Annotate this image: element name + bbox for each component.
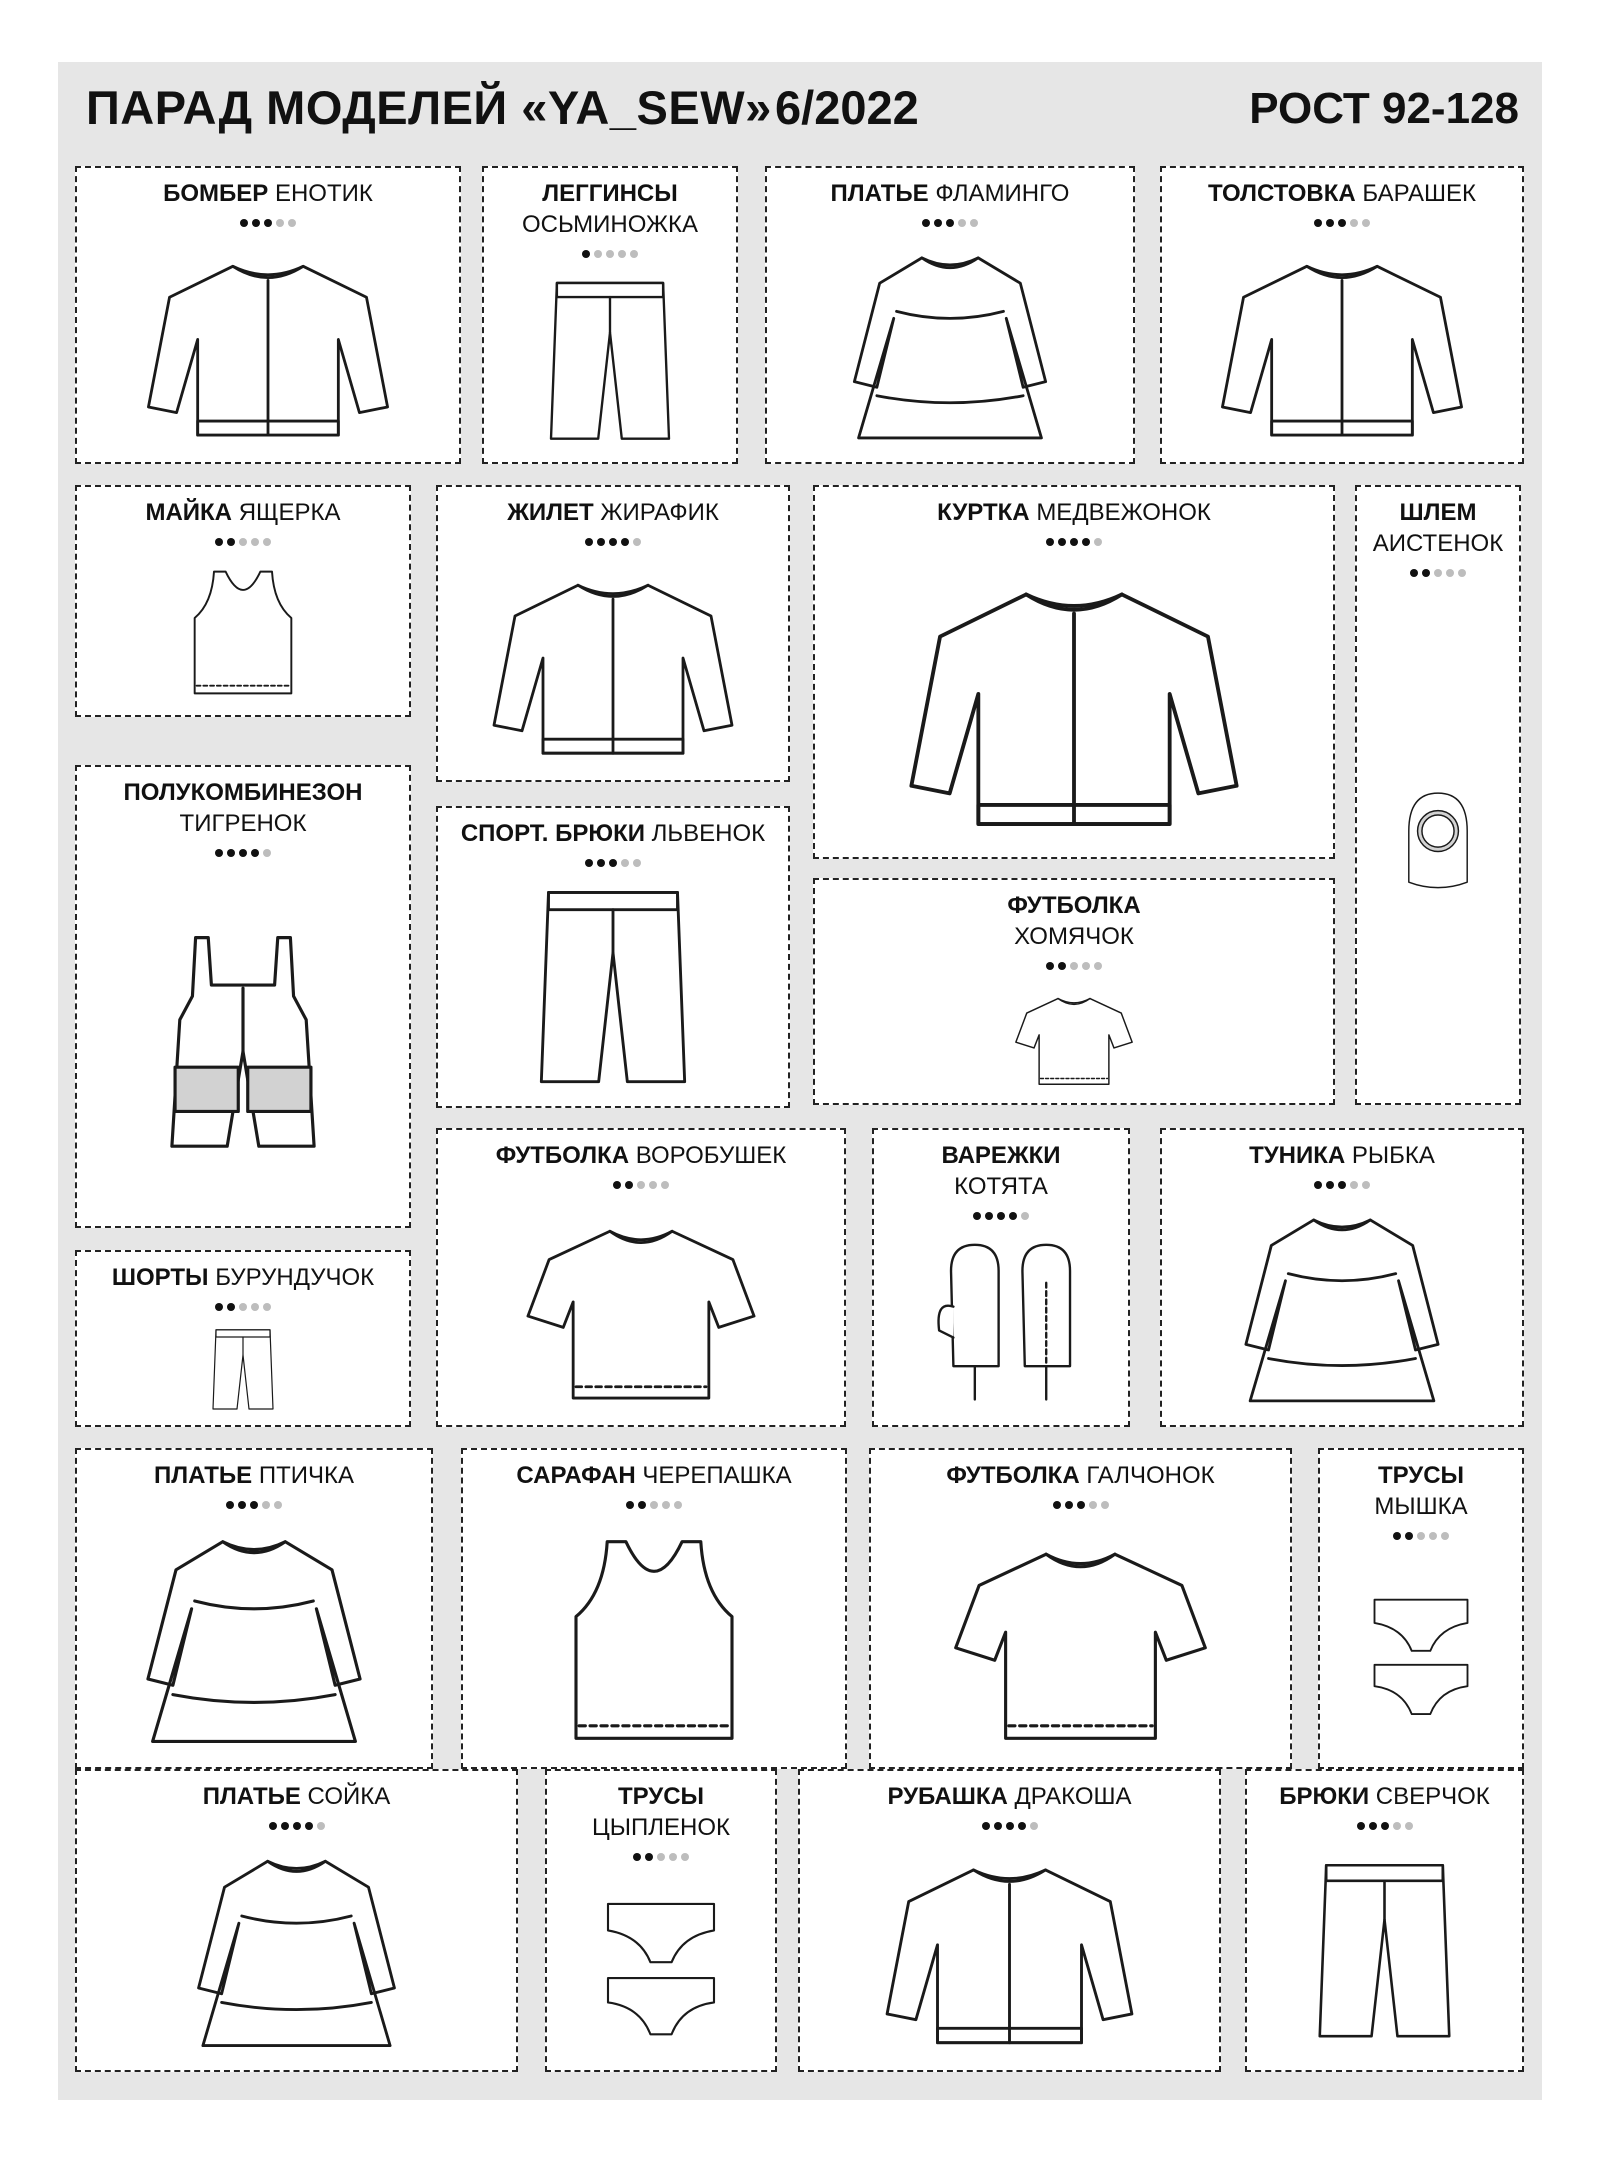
difficulty-dot	[1405, 1822, 1413, 1830]
difficulty-dot	[239, 849, 247, 857]
model-card	[1160, 1128, 1524, 1427]
difficulty-dot	[227, 538, 235, 546]
difficulty-dot	[1429, 1532, 1437, 1540]
garment-type: ЖИЛЕТ	[507, 499, 594, 526]
difficulty-dot	[1393, 1822, 1401, 1830]
difficulty-dot	[251, 538, 259, 546]
difficulty-dot	[681, 1853, 689, 1861]
difficulty-rating	[1357, 569, 1519, 581]
difficulty-dot	[997, 1212, 1005, 1220]
model-name: РЫБКА	[1351, 1142, 1435, 1169]
difficulty-dot	[1338, 219, 1346, 227]
difficulty-dot	[1405, 1532, 1413, 1540]
model-name: ЖИРАФИК	[600, 499, 719, 526]
garment-illustration	[446, 560, 780, 770]
difficulty-dot	[263, 1303, 271, 1311]
difficulty-dot	[613, 1181, 621, 1189]
model-title	[547, 1781, 775, 1843]
model-card	[1318, 1448, 1524, 1769]
model-name: АИСТЕНОК	[1372, 530, 1504, 557]
garment-type: ПОЛУКОМБИНЕЗОН	[123, 779, 363, 806]
difficulty-dot	[1077, 1501, 1085, 1509]
difficulty-dot	[1046, 538, 1054, 546]
difficulty-rating	[1247, 1822, 1522, 1834]
difficulty-dot	[638, 1501, 646, 1509]
difficulty-dot	[669, 1853, 677, 1861]
difficulty-dot	[1094, 962, 1102, 970]
garment-illustration	[492, 272, 728, 452]
model-title	[874, 1140, 1128, 1202]
difficulty-dot	[609, 538, 617, 546]
difficulty-dot	[597, 859, 605, 867]
garment-type: ТУНИКА	[1249, 1142, 1346, 1169]
difficulty-dot	[657, 1853, 665, 1861]
difficulty-rating	[874, 1212, 1128, 1224]
difficulty-dot	[317, 1822, 325, 1830]
model-card	[75, 166, 461, 464]
difficulty-dot	[1065, 1501, 1073, 1509]
garment-illustration	[471, 1523, 837, 1757]
model-title	[438, 497, 788, 528]
difficulty-dot	[251, 1303, 259, 1311]
difficulty-dot	[1009, 1212, 1017, 1220]
difficulty-dot	[1338, 1181, 1346, 1189]
difficulty-dot	[934, 219, 942, 227]
difficulty-rating	[547, 1853, 775, 1865]
difficulty-rating	[438, 1181, 844, 1193]
model-card	[436, 485, 790, 782]
difficulty-dot	[1369, 1822, 1377, 1830]
difficulty-dot	[263, 849, 271, 857]
garment-illustration	[1365, 591, 1511, 1093]
garment-type: ПЛАТЬЕ	[154, 1462, 253, 1489]
model-name: ЦЫПЛЕНОК	[592, 1814, 730, 1841]
model-title	[484, 178, 736, 240]
model-title	[1357, 497, 1519, 559]
model-card	[545, 1769, 777, 2072]
model-title	[77, 777, 409, 839]
difficulty-dot	[585, 538, 593, 546]
difficulty-dot	[252, 219, 260, 227]
garment-illustration	[1170, 241, 1514, 452]
difficulty-dot	[1070, 962, 1078, 970]
difficulty-dot	[597, 538, 605, 546]
difficulty-dot	[994, 1822, 1002, 1830]
garment-illustration	[879, 1523, 1282, 1757]
model-title	[1247, 1781, 1522, 1812]
garment-type: ЛЕГГИНСЫ	[542, 180, 678, 207]
garment-type: РУБАШКА	[887, 1783, 1008, 1810]
garment-illustration	[1170, 1203, 1514, 1415]
difficulty-rating	[1162, 219, 1522, 231]
difficulty-rating	[815, 962, 1333, 974]
difficulty-dot	[1101, 1501, 1109, 1509]
difficulty-rating	[1320, 1532, 1522, 1544]
model-card	[798, 1769, 1221, 2072]
garment-illustration	[85, 871, 401, 1216]
difficulty-rating	[77, 849, 409, 861]
model-title	[77, 497, 409, 528]
difficulty-dot	[958, 219, 966, 227]
difficulty-rating	[800, 1822, 1219, 1834]
model-name: ЧЕРЕПАШКА	[642, 1462, 792, 1489]
difficulty-dot	[1070, 538, 1078, 546]
garment-type: БОМБЕР	[163, 180, 269, 207]
difficulty-dot	[633, 538, 641, 546]
model-title	[800, 1781, 1219, 1812]
model-card	[75, 1448, 433, 1769]
model-card	[1355, 485, 1521, 1105]
model-card	[436, 806, 790, 1108]
garment-type: ПЛАТЬЕ	[202, 1783, 301, 1810]
difficulty-dot	[1314, 1181, 1322, 1189]
difficulty-dot	[1053, 1501, 1061, 1509]
garment-illustration	[85, 1844, 508, 2060]
difficulty-dot	[226, 1501, 234, 1509]
difficulty-rating	[77, 219, 459, 231]
difficulty-dot	[633, 1853, 641, 1861]
difficulty-dot	[1094, 538, 1102, 546]
difficulty-dot	[585, 859, 593, 867]
difficulty-dot	[1350, 219, 1358, 227]
model-title	[77, 178, 459, 209]
garment-type: ПЛАТЬЕ	[830, 180, 929, 207]
difficulty-rating	[484, 250, 736, 262]
garment-illustration	[1255, 1844, 1514, 2060]
difficulty-dot	[276, 219, 284, 227]
difficulty-dot	[1381, 1822, 1389, 1830]
garment-illustration	[775, 241, 1125, 452]
difficulty-dot	[1058, 538, 1066, 546]
difficulty-dot	[240, 219, 248, 227]
issue-number: 6/2022	[775, 81, 919, 134]
difficulty-dot	[1446, 569, 1454, 577]
difficulty-dot	[1326, 1181, 1334, 1189]
model-name: ДРАКОША	[1014, 1783, 1132, 1810]
size-range: РОСТ 92-128	[1249, 84, 1519, 133]
difficulty-dot	[281, 1822, 289, 1830]
garment-illustration	[808, 1844, 1211, 2060]
difficulty-dot	[1006, 1822, 1014, 1830]
model-title	[815, 497, 1333, 528]
model-name: КОТЯТА	[954, 1173, 1048, 1200]
model-name: ФЛАМИНГО	[935, 180, 1070, 207]
difficulty-dot	[1441, 1532, 1449, 1540]
garment-illustration	[446, 1203, 836, 1415]
difficulty-rating	[815, 538, 1333, 550]
difficulty-dot	[1410, 569, 1418, 577]
difficulty-dot	[618, 250, 626, 258]
model-name: БАРАШЕК	[1362, 180, 1477, 207]
difficulty-dot	[1089, 1501, 1097, 1509]
difficulty-dot	[1046, 962, 1054, 970]
difficulty-dot	[1021, 1212, 1029, 1220]
model-title	[77, 1262, 409, 1293]
difficulty-dot	[1362, 1181, 1370, 1189]
garment-illustration	[85, 1325, 401, 1415]
model-title	[77, 1781, 516, 1812]
garment-illustration	[85, 560, 401, 705]
garment-type: КУРТКА	[937, 499, 1030, 526]
difficulty-dot	[985, 1212, 993, 1220]
difficulty-dot	[645, 1853, 653, 1861]
model-title	[815, 890, 1333, 952]
model-name: ПТИЧКА	[258, 1462, 354, 1489]
difficulty-rating	[463, 1501, 845, 1513]
model-title	[438, 818, 788, 849]
difficulty-dot	[1314, 219, 1322, 227]
model-title	[1320, 1460, 1522, 1522]
difficulty-dot	[625, 1181, 633, 1189]
difficulty-dot	[215, 538, 223, 546]
difficulty-dot	[1326, 219, 1334, 227]
garment-type: ТОЛСТОВКА	[1207, 180, 1356, 207]
model-name: БУРУНДУЧОК	[215, 1264, 375, 1291]
difficulty-rating	[77, 1303, 409, 1315]
page-title: ПАРАД МОДЕЛЕЙ «YA_SEW»	[86, 81, 772, 134]
model-card	[75, 485, 411, 717]
difficulty-dot	[662, 1501, 670, 1509]
model-name: ЛЬВЕНОК	[651, 820, 766, 847]
difficulty-dot	[970, 219, 978, 227]
difficulty-dot	[1082, 538, 1090, 546]
difficulty-dot	[1422, 569, 1430, 577]
difficulty-rating	[871, 1501, 1290, 1513]
difficulty-dot	[1018, 1822, 1026, 1830]
model-title	[1162, 178, 1522, 209]
model-name: ТИГРЕНОК	[179, 810, 307, 837]
difficulty-dot	[1058, 962, 1066, 970]
difficulty-dot	[630, 250, 638, 258]
garment-illustration	[1328, 1554, 1514, 1757]
model-card	[872, 1128, 1130, 1427]
difficulty-dot	[263, 538, 271, 546]
difficulty-dot	[594, 250, 602, 258]
model-name: ХОМЯЧОК	[1014, 923, 1134, 950]
difficulty-dot	[1434, 569, 1442, 577]
difficulty-dot	[1458, 569, 1466, 577]
difficulty-rating	[438, 538, 788, 550]
model-name: СОЙКА	[307, 1783, 391, 1810]
difficulty-dot	[269, 1822, 277, 1830]
garment-type: ВАРЕЖКИ	[941, 1142, 1061, 1169]
difficulty-dot	[621, 538, 629, 546]
model-title	[438, 1140, 844, 1171]
garment-type: ТРУСЫ	[1377, 1462, 1465, 1489]
difficulty-dot	[262, 1501, 270, 1509]
model-card	[482, 166, 738, 464]
model-name: ГАЛЧОНОК	[1086, 1462, 1215, 1489]
garment-type: СПОРТ. БРЮКИ	[460, 820, 645, 847]
difficulty-dot	[1082, 962, 1090, 970]
difficulty-rating	[77, 1822, 516, 1834]
difficulty-dot	[227, 1303, 235, 1311]
difficulty-dot	[305, 1822, 313, 1830]
difficulty-dot	[238, 1501, 246, 1509]
garment-illustration	[446, 881, 780, 1096]
garment-illustration	[555, 1875, 767, 2060]
model-name: ВОРОБУШЕК	[635, 1142, 787, 1169]
difficulty-dot	[215, 849, 223, 857]
difficulty-dot	[626, 1501, 634, 1509]
difficulty-dot	[215, 1303, 223, 1311]
model-title	[463, 1460, 845, 1491]
model-card	[869, 1448, 1292, 1769]
difficulty-dot	[239, 538, 247, 546]
difficulty-dot	[650, 1501, 658, 1509]
garment-illustration	[823, 560, 1325, 847]
model-card	[436, 1128, 846, 1427]
difficulty-dot	[251, 849, 259, 857]
model-name: МЕДВЕЖОНОК	[1036, 499, 1211, 526]
garment-type: ШОРТЫ	[111, 1264, 209, 1291]
difficulty-dot	[973, 1212, 981, 1220]
difficulty-rating	[1162, 1181, 1522, 1193]
difficulty-dot	[239, 1303, 247, 1311]
difficulty-dot	[661, 1181, 669, 1189]
difficulty-dot	[922, 219, 930, 227]
model-card	[813, 878, 1335, 1105]
model-card	[75, 765, 411, 1228]
model-name: МЫШКА	[1374, 1493, 1468, 1520]
model-name: СВЕРЧОК	[1375, 1783, 1490, 1810]
difficulty-dot	[1357, 1822, 1365, 1830]
difficulty-dot	[582, 250, 590, 258]
difficulty-dot	[250, 1501, 258, 1509]
difficulty-dot	[293, 1822, 301, 1830]
difficulty-dot	[609, 859, 617, 867]
model-name: ОСЬМИНОЖКА	[521, 211, 699, 238]
garment-type: ФУТБОЛКА	[495, 1142, 630, 1169]
garment-type: ТРУСЫ	[617, 1783, 705, 1810]
garment-type: ФУТБОЛКА	[946, 1462, 1080, 1489]
model-card	[75, 1769, 518, 2072]
model-card	[765, 166, 1135, 464]
difficulty-rating	[767, 219, 1133, 231]
model-card	[461, 1448, 847, 1769]
garment-type: БРЮКИ	[1279, 1783, 1370, 1810]
model-name: ЯЩЕРКА	[238, 499, 341, 526]
difficulty-dot	[1350, 1181, 1358, 1189]
difficulty-dot	[1362, 219, 1370, 227]
garment-illustration	[85, 1523, 423, 1757]
difficulty-dot	[227, 849, 235, 857]
model-card	[75, 1250, 411, 1427]
garment-illustration	[85, 241, 451, 452]
model-title	[871, 1460, 1290, 1491]
difficulty-dot	[982, 1822, 990, 1830]
model-card	[813, 485, 1335, 859]
difficulty-dot	[288, 219, 296, 227]
garment-illustration	[823, 984, 1325, 1093]
difficulty-dot	[1417, 1532, 1425, 1540]
difficulty-dot	[946, 219, 954, 227]
garment-type: САРАФАН	[516, 1462, 636, 1489]
difficulty-dot	[637, 1181, 645, 1189]
model-title	[77, 1460, 431, 1491]
garment-type: ШЛЕМ	[1399, 499, 1477, 526]
difficulty-dot	[1393, 1532, 1401, 1540]
garment-illustration	[882, 1234, 1120, 1415]
difficulty-dot	[606, 250, 614, 258]
difficulty-dot	[674, 1501, 682, 1509]
difficulty-dot	[621, 859, 629, 867]
difficulty-rating	[77, 538, 409, 550]
model-card	[1245, 1769, 1524, 2072]
difficulty-dot	[264, 219, 272, 227]
model-title	[767, 178, 1133, 209]
model-name: ЕНОТИК	[274, 180, 373, 207]
difficulty-dot	[633, 859, 641, 867]
model-card	[1160, 166, 1524, 464]
difficulty-dot	[649, 1181, 657, 1189]
difficulty-rating	[438, 859, 788, 871]
garment-type: ФУТБОЛКА	[1007, 892, 1141, 919]
difficulty-rating	[77, 1501, 431, 1513]
garment-type: МАЙКА	[145, 499, 233, 526]
difficulty-dot	[1030, 1822, 1038, 1830]
model-title	[1162, 1140, 1522, 1171]
difficulty-dot	[274, 1501, 282, 1509]
